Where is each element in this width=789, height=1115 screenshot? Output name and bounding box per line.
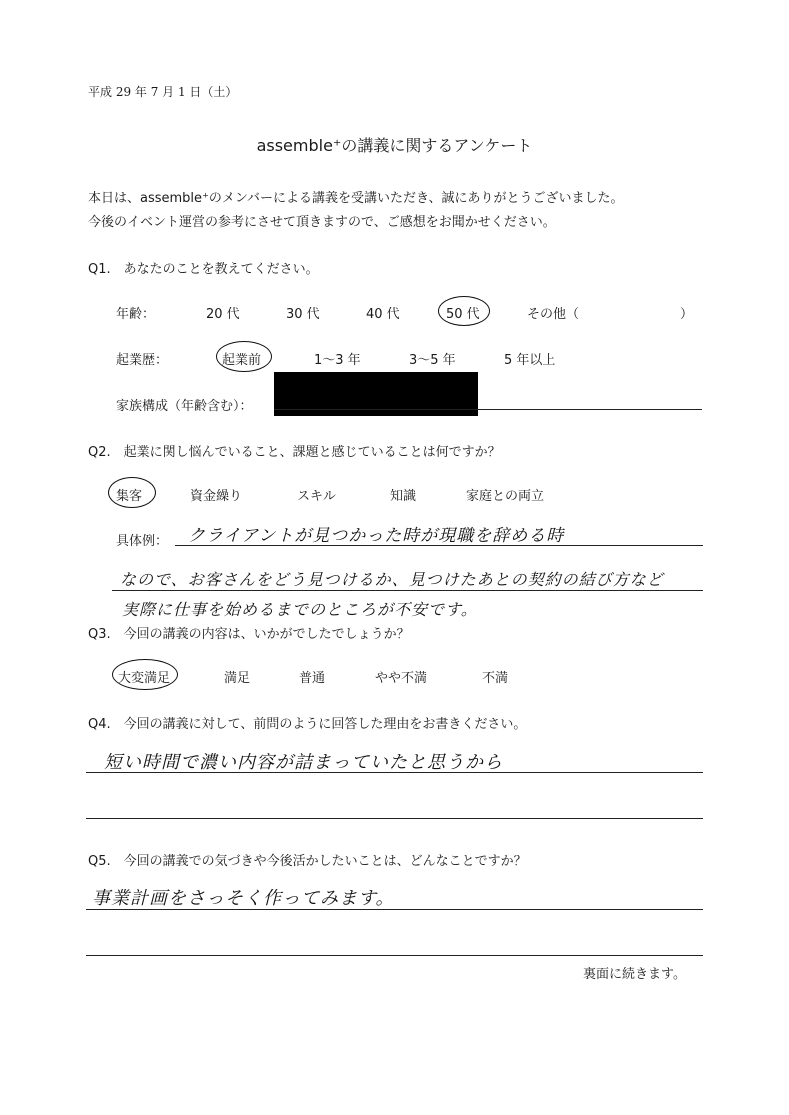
q1-label: Q1. あなたのことを教えてください。 <box>88 262 319 277</box>
q2-answer-line-3: 実際に仕事を始めるまでのところが不安です。 <box>122 600 478 619</box>
age-option-50s[interactable]: 50 代 <box>446 307 480 322</box>
age-other-close: ） <box>680 307 694 322</box>
selection-circle <box>438 296 490 326</box>
q4-label: Q4. 今回の講義に対して、前問のように回答した理由をお書きください。 <box>88 717 527 732</box>
rating-option-very-satisfied[interactable]: 大変満足 <box>118 671 171 686</box>
age-option-20s[interactable]: 20 代 <box>206 307 240 322</box>
age-label: 年齢： <box>116 307 156 322</box>
q5-answer: 事業計画をさっそく作ってみます。 <box>92 888 395 909</box>
career-option-1-3[interactable]: 1～3 年 <box>314 353 361 368</box>
selection-circle <box>112 659 178 690</box>
age-option-30s[interactable]: 30 代 <box>286 307 320 322</box>
family-answer-line[interactable] <box>274 409 702 410</box>
page-title: assemble⁺の講義に関するアンケート <box>256 136 533 155</box>
rating-option-satisfied[interactable]: 満足 <box>224 671 251 686</box>
issue-option-customers[interactable]: 集客 <box>116 489 143 504</box>
q5-label: Q5. 今回の講義での気づきや今後活かしたいことは、どんなことですか？ <box>88 854 527 869</box>
selection-circle <box>108 477 156 508</box>
career-option-before[interactable]: 起業前 <box>222 353 262 368</box>
q5-answer-rule-2[interactable] <box>86 955 703 956</box>
q2-answer-rule-2[interactable] <box>112 590 703 591</box>
q3-label: Q3. 今回の講義の内容は、いかがでしたでしょうか？ <box>88 627 410 642</box>
survey-date: 平成 29 年 7 月 1 日（土） <box>88 85 238 99</box>
q4-answer: 短い時間で濃い内容が詰まっていたと思うから <box>104 752 503 773</box>
issue-option-knowledge[interactable]: 知識 <box>390 489 417 504</box>
selection-circle <box>216 341 272 372</box>
q2-answer-line-1: クライアントが見つかった時が現職を辞める時 <box>188 526 565 546</box>
family-label: 家族構成（年齢含む）： <box>116 399 253 414</box>
q2-label: Q2. 起業に関し悩んでいること、課題と感じていることは何ですか？ <box>88 445 501 460</box>
age-option-40s[interactable]: 40 代 <box>366 307 400 322</box>
career-label: 起業歴： <box>116 353 169 368</box>
issue-option-family-balance[interactable]: 家庭との両立 <box>466 489 545 504</box>
intro-line-2: 今後のイベント運営の参考にさせて頂きますので、ご感想をお聞かせください。 <box>88 215 556 230</box>
q5-answer-rule-1[interactable] <box>86 909 703 910</box>
q4-answer-rule-1[interactable] <box>86 772 703 773</box>
rating-option-dissatisfied[interactable]: 不満 <box>482 671 509 686</box>
q2-answer-line-2: なので、お客さんをどう見つけるか、見つけたあとの契約の結び方など <box>120 570 664 589</box>
q2-answer-rule-1[interactable] <box>175 545 703 546</box>
intro-line-1: 本日は、assemble⁺のメンバーによる講義を受講いただき、誠にありがとうございました。 <box>88 191 624 206</box>
rating-option-somewhat-dissatisfied[interactable]: やや不満 <box>375 671 428 686</box>
q4-answer-rule-2[interactable] <box>86 818 703 819</box>
issue-option-cashflow[interactable]: 資金繰り <box>190 489 243 504</box>
career-option-5plus[interactable]: 5 年以上 <box>504 353 556 368</box>
career-option-3-5[interactable]: 3～5 年 <box>409 353 456 368</box>
age-option-other[interactable]: その他（ <box>527 307 580 322</box>
issue-option-skills[interactable]: スキル <box>297 489 336 504</box>
example-label: 具体例： <box>116 534 169 549</box>
continued-on-back-note: 裏面に続きます。 <box>583 967 686 982</box>
rating-option-neutral[interactable]: 普通 <box>299 671 326 686</box>
